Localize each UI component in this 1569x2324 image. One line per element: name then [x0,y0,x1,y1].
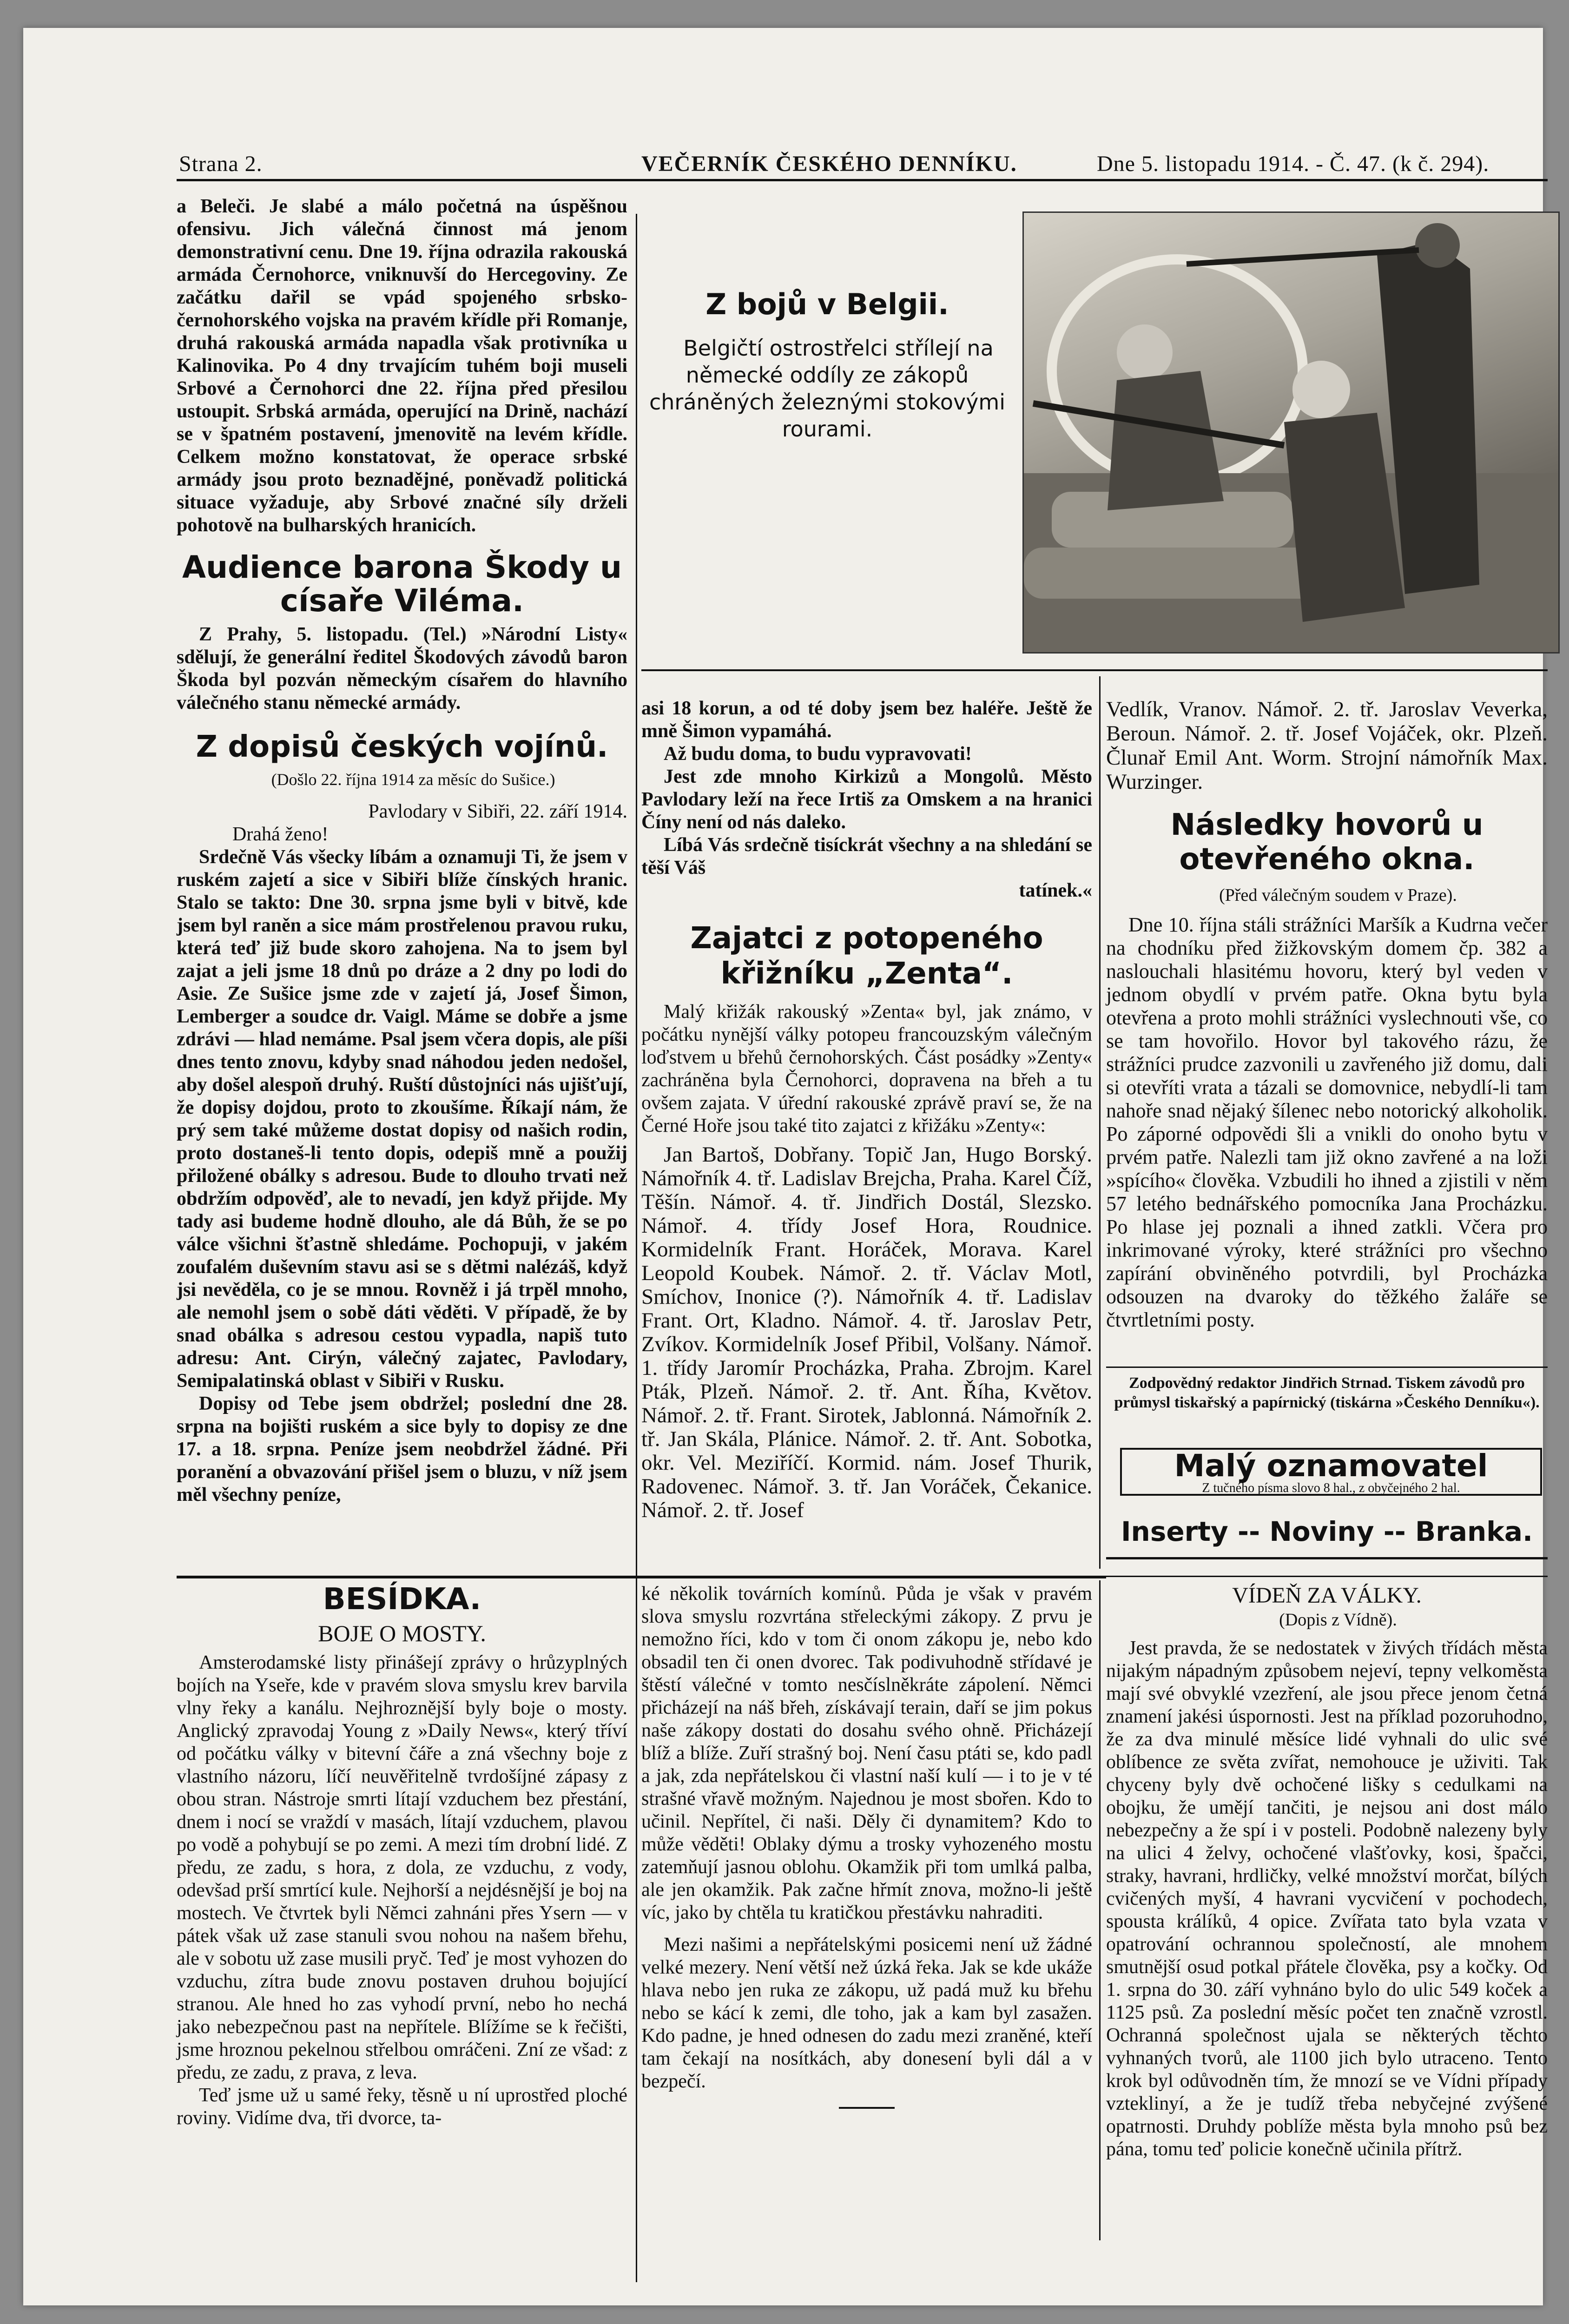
zenta-headline: Zajatci z potopeného křižníku „Zenta“. [690,921,1043,991]
imprint-text: Zodpovědný redaktor Jindřich Strnad. Tiskem závodů pro průmysl tiskařský a papírnický (tiskárna »Českého Denníku«). [1114,1374,1540,1411]
letter-p2: Až budu doma, to budu vypravovati! [664,743,972,765]
classifieds-banner [1120,1448,1542,1496]
issue-date: Dne 5. listopadu 1914. - Č. 47. (k č. 294). [1097,152,1490,176]
end-rule [839,2107,895,2109]
vien-subline: (Dopis z Vídně). [1279,1610,1397,1630]
besidka-rule-thin [1106,1576,1548,1577]
audience-headline: Audience barona Škody u císaře Viléma. [182,549,622,619]
besidka-title: BOJE O MOSTY. [318,1620,486,1646]
imprint [1106,1373,1548,1413]
column-3-top [1106,697,1548,1332]
besidka-column-1 [177,1583,627,2130]
besidka-text-1b: Teď jsme už u samé řeky, těsně u ní uprostřed ploché roviny. Vidíme dva, tři dvorce, ta- [177,2085,627,2129]
zenta-names: Jan Bartoš, Dobřany. Topič Jan, Hugo Borský. Námořník 4. tř. Ladislav Brejcha, Praha. Karel Číž, Těšín. Námoř. 4. tř. Jindřich Dostál, Slezsko. Námoř. 4. třídy Josef Hora, Roudnice. Kormidelník Frant. Horáček, Morava. Karel Leopold Koubek. Námoř. 2. tř. Václav Motl, Smíchov, Inonice (?). Námořník 4. tř. Ladislav Frant. Ort, Kladno. Námoř. 4. tř. Jaroslav Petr, Zvíkov. Kormidelník Josef Přibil, Volšany. Námoř. 1. třídy Jaromír Procházka, Praha. Zbrojm. Karel Pták, Plzeň. Námoř. 2. tř. Ant. Říha, Květov. Námoř. 2. tř. Frant. Sirotek, Jablonná. Námořník 2. tř. Jan Skála, Plánice. Námoř. 2. tř. Ant. Sobotka, okr. Vel. Meziříčí. Kormid. nám. Josef Thurik, Radovenec. Námoř. 3. tř. Jan Voráček, Čekanice. Námoř. 2. tř. Josef [641,1142,1092,1522]
letter-p4: Líbá Vás srdečně tisíckrát všechny a na shledání se těší Váš [641,834,1092,878]
newspaper-page [23,28,1548,2305]
imprint-rule [1106,1367,1548,1368]
besidka-column-2 [641,1583,1092,2109]
letters-headline: Z dopisů českých vojínů. [196,730,608,764]
besidka-text-1: Amsterodamské listy přinášejí zprávy o hrůzyplných bojích na Yseře, kde v pravém slova smyslu krev barvila vlny řeky a kanálu. Nejhroznější byly boje o mosty. Anglický zpravodaj Young z »Daily News«, který tříví od počátku války v bitevní čáře a zná všechny boje z vlastního názoru, líčí neuvěřitelně tvrdošíjné zápasy z obou stran. Nástroje smrti lítají vzduchem bez přestání, dnem i nocí se vraždí v masách, lítají vzduchem, plavou po vodě a pohybují se po zemi. A mezi tím drobní lidé. Z předu, ze zadu, s hora, z dola, ze vzduchu, z vody, odevšad prší smrtící kule. Nejhorší a nejdésnější je boj na mostech. Ve čtvrtek byli Němci zahnáni přes Ysern — v pátek však už zase stanuli svou nohou na našem břehu, ale v sobotu už zase musili pryč. Teď je most vyhozen do vzduchu, zítra bude znovu postaven druhou bojující stranou. Ale hned ho zas vyhodí první, nebo ho nechá jako nebezpečnou past na nepřítele. Blížíme se k řečišti, jsme hroznou pekelnou střelbou omráčeni. Zní ze všad: z předu, ze zadu, z prava, z leva. [177,1652,627,2083]
vien-headline: VÍDEŇ ZA VÁLKY. [1232,1583,1422,1608]
nasledky-text: Dne 10. října stáli strážníci Maršík a Kudrna večer na chodníku před žižkovským domem čp. 382 a naslouchali hlasitému hovoru, který byl veden v jednom obydlí v prvém patře. Okna bytu byla otevřena a proto mohli strážníci vyslechnouti vše, co se tam hovořilo. Hovor byl takového rázu, že strážníci prudce zazvonili u zavřeného již domu, dali si otevříti vrata a tázali se domovnice, nebydlí-li tam nahoře snad nějaký šílenec nebo notorický alkoholik. Po záporné odpovědi šli a vnikli do onoho bytu v prvém patře. Nalezli tam již okno zavřené a na loži »spícího« člověka. Vzbudili ho ihned a zjistili v něm 57 letého bednářského pomocníka Jana Procházku. Po hlase jej poznali a ihned zatkli. Včera pro inkrimované výroky, které strážníci pro všechno zapírání obviněného potvrdili, byl Procházka odsouzen na dvaroky do těžkého žaláře se čtvrtletními posty. [1106,913,1548,1331]
letters-greeting: Drahá ženo! [232,824,329,845]
column-2-top [648,288,1006,442]
column-rule [636,214,637,2282]
trench-photo [1022,211,1560,654]
banner-title: Malý oznamovatel [1174,1448,1488,1484]
letter-continued: asi 18 korun, a od té doby jsem bez haléře. Ještě že mně Šimon vypamáhá. [641,698,1092,742]
column-rule [1099,1580,1101,2240]
vien-text: Jest pravda, že se nedostatek v živých třídách města nijakým nápadným způsobem nejeví, tepny velkoměsta mají své obvyklé vzezření, ale jsou přece jenom četná znamení jakési úspornosti. Jest na příklad pozoruhodno, že za dva minulé měsíce lidé vyhnali do ulic své oblíbence ze světa zvířat, nemohouce je uživiti. Tak chyceny byly dvě ochočené lišky s cedulkami na obojku, že umějí tančiti, je nejsou ani dost málo nebezpečny a že spí i v posteli. Podobně nalezeny byly na ulici 4 želvy, ochočené vlašťovky, kosi, špačci, straky, havrani, hrdličky, velké množství morčat, bílých cvičených myší, 4 havrani vycvičení v pochodech, spousta králíků, 4 opice. Zvířata tato byla vzata v opatrování ochrannou společností, ale mnohem smutnější osud potkal přátele člověka, psy a kočky. Od 1. srpna do 30. září vyhnáno bylo do ulic 549 koček a 1125 psů. Za poslední měsíc počet ten značně vzrostl. Ochranná společnost ujala se některých těchto vyhnaných tvorů, ale 1100 jich bylo utraceno. Tento krok byl odůvodněn tím, že mnozí se ve Vídni případy vzteklinyí, a že je tudíž třeba nebyčejné zvýšené opatrnosti. Druhdy poblíže města byla mnoho psů bez pána, tomu teď policie konečně učinila přítrž. [1106,1637,1548,2160]
page-number: Strana 2. [179,152,263,176]
besidka-headline: BESÍDKA. [323,1582,481,1617]
letters-body-2: Dopisy od Tebe jsem obdržel; poslední dne 28. srpna na bojišti ruském a sice byly to dopisy ze dne 17. a 18. srpna. Peníze jsem neobdržel žádné. Při poranění a obvazování přišel jsem o bluzu, v níž jsem měl všechny peníze, [177,1393,627,1505]
audience-text: Z Prahy, 5. listopadu. (Tel.) »Národní Listy« sdělují, že generální ředitel Škodových závodů baron Škoda byl pozván německým císařem do hlavního válečného stanu německé armády. [177,624,627,713]
besidka-column-3 [1106,1583,1548,2161]
belgie-caption: Belgičtí ostrostřelci střílejí na německé oddíly ze zákopů chráněných železnými stokovými rourami. [649,336,1006,442]
nasledky-headline: Následky hovorů u otevřeného okna. [1170,808,1483,877]
column-2-letter-continued [641,697,1092,1522]
zenta-text: Malý křižák rakouský »Zenta« byl, jak známo, v počátku nynější války potopeu francouzským válečným loďstvem u břehů černohorských. Část posádky »Zenty« zachráněna byla Černohorci, dopravena na břeh a tu ovšem zajata. V úřední rakouské zprávě praví se, že na Černé Hoře jsou také tito zajatci z křižáku »Zenty«: [641,1001,1092,1136]
header-rule [177,179,1548,181]
column-1-top [177,195,627,1506]
war-report: a Beleči. Je slabé a málo početná na úspěšnou ofensivu. Jich válečná činnost má jenom demonstrativní cenu. Dne 19. října odrazila rakouská armáda Černohorce, vniknuvší do Hercegoviny. Ze začátku dařil se vpád spojeného srbsko-černohorského vojska na pravém křídle při Romanje, druhá rakouská armáda napadla však protivníka u Kalinovika. Po 4 dny trvajícím tuhém boji museli Srbové a Černohorci dne 22. října před přesilou ustoupit. Srbská armáda, operující na Drině, nachází se v špatném postavení, jmenovitě na levém křídle. Celkem možno konstatovat, že operace srbské armády jsou proto beznadějné, poněvadž politická situace vyžaduje, aby Srbové značné síly drželi pohotově na bulharských hranicích. [177,196,627,536]
riflemen-illustration [1024,213,1558,652]
column-rule [1099,676,1101,1569]
letters-subline: (Došlo 22. října 1914 za měsíc do Sušice.) [271,770,555,789]
nasledky-subline: (Před válečným soudem v Praze). [1219,885,1457,905]
letter-p3: Jest zde mnoho Kirkizů a Mongolů. Město Pavlodary leží na řece Irtiš za Omskem a na hranici Číny není od nás daleko. [641,766,1092,833]
banner-subtitle: Z tučného písma slovo 8 hal., z obyčejného 2 hal. [1202,1481,1460,1495]
belgie-headline: Z bojů v Belgii. [705,287,949,321]
section-rule [641,669,1548,671]
ads-line: Inserty -- Noviny -- Branka. [1121,1516,1533,1547]
masthead: VEČERNÍK ČESKÉHO DENNÍKU. [641,152,1017,176]
letter-signature: tatínek.« [1019,880,1092,901]
letters-body: Srdečně Vás všecky líbám a oznamuji Ti, že jsem v ruském zajetí a sice v Sibiři blíže čínských hranic. Stalo se takto: Dne 30. srpna jsme byli v bitvě, kde jsem byl raněn a sice mám prostřelenou pravou ruku, která teď již bude skoro zahojena. Na to jsem byl zajat a jeli jsme 18 dnů po dráze a 2 dny po lodi do Asie. Ze Sušice jsme zde v zajetí já, Josef Šimon, Lemberger a soudce dr. Vaigl. Máme se dobře a jsme zdrávi — hlad nemáme. Psal jsem včera dopis, ale píši dnes tento znovu, kdyby snad náhodou jeden nedošel, aby došel alespoň druhý. Ruští důstojníci nás ujišťují, že dopisy dojdou, proto to zkoušíme. Říkají nám, že prý sem také můžeme dostat dopisy od našich rodin, proto dostaneš-li tento dopis, odepiš mně a použij přiložené obálky s adresou. Bude to dlouho trvati než obdržím odpověď, ale to nevadí, jen když přijde. My tady asi budeme hodně dlouho, ale dá Bůh, že se po válce všichni šťastně shledáme. Pochopuji, v jakém zoufalém duševním stavu asi se s dětmi nalézáš, když jsi nevěděla, co je se mnou. Rovněž i já trpěl mnoho, ale nemohl jsem o sobě dáti věděti. V případě, že by snad obálka s adresou cestou vypadla, napiš tuto adresu: Ant. Cirýn, válečný zajatec, Pavlodary, Semipalatinská oblast v Sibiři v Rusku. [177,846,627,1392]
names-continued: Vedlík, Vranov. Námoř. 2. tř. Jaroslav Veverka, Beroun. Námoř. 2. tř. Josef Vojáček, okr. Plzeň. Člunař Emil Ant. Worm. Strojní námořník Max. Wurzinger. [1106,697,1548,794]
besidka-rule [177,1576,1106,1578]
besidka-text-2: ké několik továrních komínů. Půda je však v pravém slova smyslu rozvrtána střeleckými zákopy. Z prvu je nemožno říci, kdo v tom či onom zákopu je, nebo kdo obsadil ten či onen dvorec. Tak podivuhodně střídavé je štěstí válečné v tomto nesčíslněkráte zápolení. Němci přicházejí na náš břeh, získávají terain, daří se jim pokus naše zákopy dostati do dosahu svého ohně. Přicházejí blíž a blíže. Zuří strašný boj. Není času ptáti se, kdo padl a jak, zda nepřátelskou či vlastní naší kulí — i to je v té strašné vřavě možným. Najednou je most sbořen. Kdo to učinil. Nepřítel, či naši. Děly či dynamitem? Kdo to může věděti! Oblaky dýmu a trosky vyhozeného mostu zatemňují jasnou oblohu. Okamžik při tom umlká palba, ale jen okamžik. Pak začne hřmít znova, možno-li ještě víc, jako by chtěla tu kratičkou přestávku nahraditi. [641,1583,1092,1923]
besidka-text-2b: Mezi našimi a nepřátelskými posicemi není už žádné velké mezery. Není větší než úzká řeka. Jak se kde ukáže hlava nebo jen ruka ze zákopu, už padá muž ku břehu nebo se kácí k zemi, dle toho, jak a kam byl zasažen. Kdo padne, je hned odnesen do zadu mezi zraněné, kteří tam čekají na nosítkách, aby donesení byli dál a v bezpečí. [641,1934,1092,2092]
letters-place: Pavlodary v Sibiři, 22. září 1914. [368,801,627,822]
classifieds-rule [1106,1557,1548,1559]
